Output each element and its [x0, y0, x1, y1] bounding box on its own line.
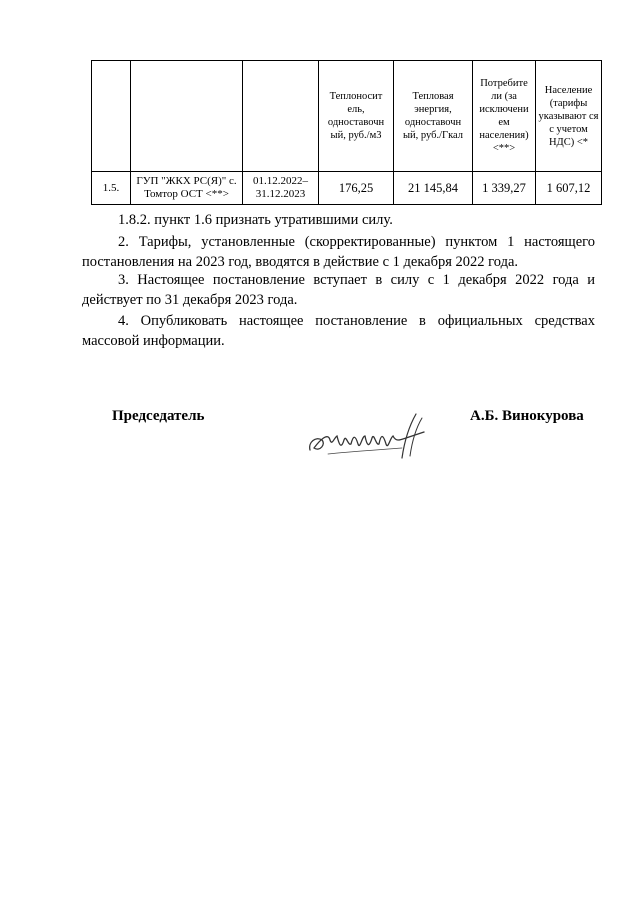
coolant-value: 176,25: [319, 172, 394, 205]
table-row: [92, 172, 602, 205]
handwritten-signature: [306, 410, 430, 462]
organization-cell: ГУП "ЖКХ РС(Я)" с. Томтор ОСТ <**>: [131, 172, 243, 205]
signatory-title: Председатель: [112, 408, 205, 424]
header-cell: [243, 61, 319, 172]
header-coolant: Теплоносит ель, одноставочн ый, руб./м3: [319, 61, 394, 172]
tariff-table: [91, 60, 602, 205]
heat-value: 21 145,84: [394, 172, 473, 205]
signatory-name: А.Б. Винокурова: [470, 408, 584, 424]
header-cell: [92, 61, 131, 172]
header-population: Население (тарифы указывают ся с учетом НДС) <*: [536, 61, 602, 172]
consumers-value: 1 339,27: [473, 172, 536, 205]
row-number: 1.5.: [92, 172, 131, 205]
paragraph-4: 4. Опубликовать настоящее постановление в официальных средствах массовой информации.: [82, 313, 595, 349]
header-consumers: Потребите ли (за исключени ем населения) <**>: [473, 61, 536, 172]
paragraph-3: 3. Настоящее постановление вступает в силу с 1 декабря 2022 года и действует по 31 декабря 2023 года.: [82, 272, 595, 308]
paragraph-2: 2. Тарифы, установленные (скорректированные) пунктом 1 настоящего постановления на 2023 год, вводятся в действие с 1 декабря 2022 года.: [82, 234, 595, 270]
population-value: 1 607,12: [536, 172, 602, 205]
header-heat: Тепловая энергия, одноставочн ый, руб./Гкал: [394, 61, 473, 172]
header-cell: [131, 61, 243, 172]
table-header-row: [92, 61, 602, 172]
paragraph-1-8-2: 1.8.2. пункт 1.6 признать утратившими силу.: [118, 212, 393, 228]
period-cell: 01.12.2022– 31.12.2023: [243, 172, 319, 205]
